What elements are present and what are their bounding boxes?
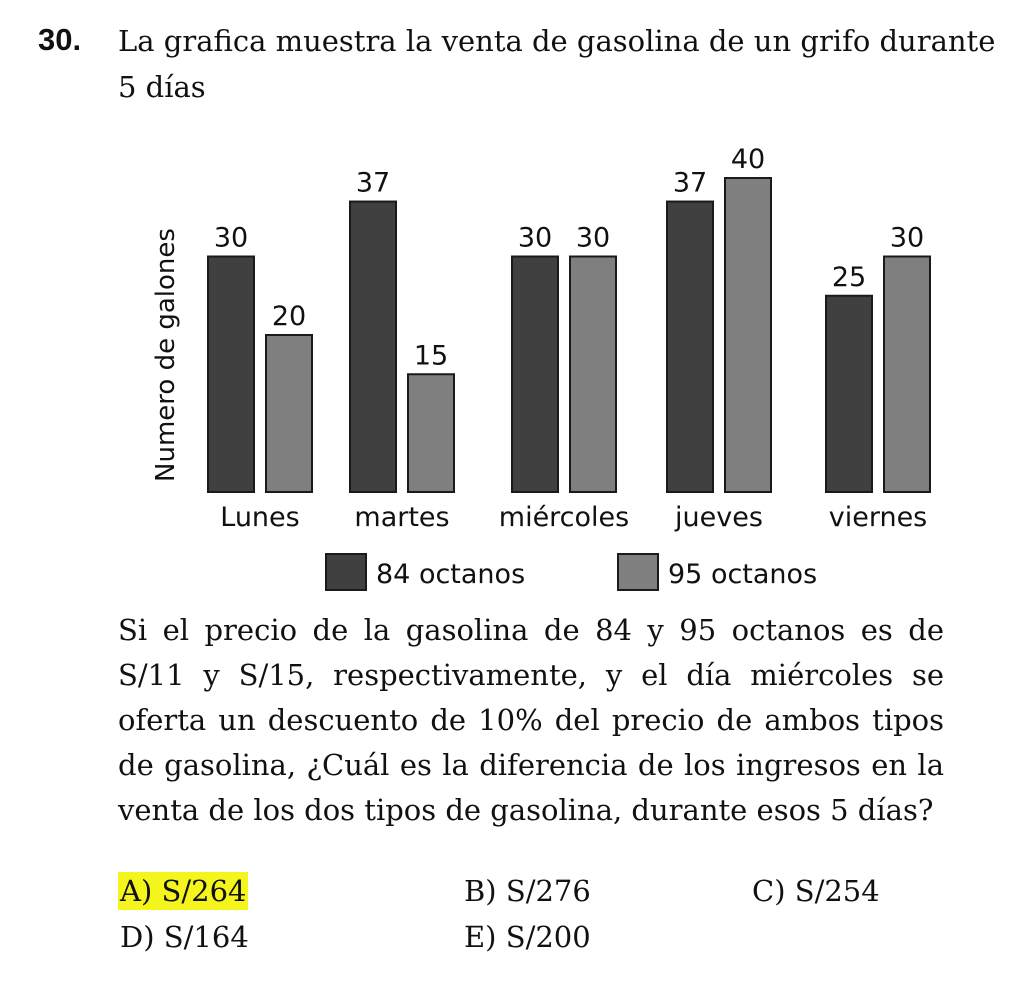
bar-martes-84 — [350, 202, 396, 492]
bar-Lunes-95 — [266, 335, 312, 492]
category-label: viernes — [828, 502, 928, 533]
data-label: 15 — [413, 340, 449, 372]
bar-chart — [0, 130, 1032, 600]
option-e[interactable]: E) S/200 — [464, 920, 591, 954]
data-label: 30 — [575, 222, 611, 254]
bar-jueves-95 — [725, 178, 771, 492]
legend-label: 84 octanos — [376, 559, 526, 590]
bar-jueves-84 — [667, 202, 713, 492]
y-axis-label: Numero de galones — [151, 228, 181, 482]
question-number: 30. — [38, 22, 82, 57]
category-label: jueves — [675, 502, 763, 533]
data-label: 37 — [672, 167, 708, 199]
question-intro: La grafica muestra la venta de gasolina de un grifo durante 5 días — [118, 24, 996, 104]
option-a[interactable]: A) S/264 — [120, 874, 247, 908]
data-label: 20 — [271, 301, 307, 332]
data-label: 40 — [730, 144, 766, 175]
bar-miércoles-84 — [512, 257, 558, 493]
data-label: 30 — [213, 222, 249, 254]
legend-swatch — [618, 554, 658, 590]
bar-Lunes-84 — [208, 257, 254, 493]
bar-martes-95 — [408, 374, 454, 492]
category-label: Lunes — [220, 502, 300, 533]
bar-viernes-84 — [826, 296, 872, 492]
data-label: 30 — [889, 222, 925, 254]
legend-swatch — [326, 554, 366, 590]
bar-viernes-95 — [884, 257, 930, 493]
option-d[interactable]: D) S/164 — [120, 920, 249, 954]
category-label: martes — [354, 502, 450, 533]
option-b[interactable]: B) S/276 — [464, 874, 591, 908]
data-label: 25 — [831, 261, 867, 293]
bar-miércoles-95 — [570, 257, 616, 493]
category-label: miércoles — [498, 502, 630, 533]
question-text: Si el precio de la gasolina de 84 y 95 octanos es de S/11 y S/15, respectivamente, y el día miércoles se oferta un descuento de 10% del precio de ambos tipos de gasolina, ¿Cuál es la diferencia de los ingresos en la venta de los dos tipos de gasolina, durante esos 5 días? — [118, 613, 944, 827]
legend-label: 95 octanos — [668, 559, 818, 590]
data-label: 37 — [355, 167, 391, 199]
option-c[interactable]: C) S/254 — [752, 874, 880, 908]
data-label: 30 — [517, 222, 553, 254]
